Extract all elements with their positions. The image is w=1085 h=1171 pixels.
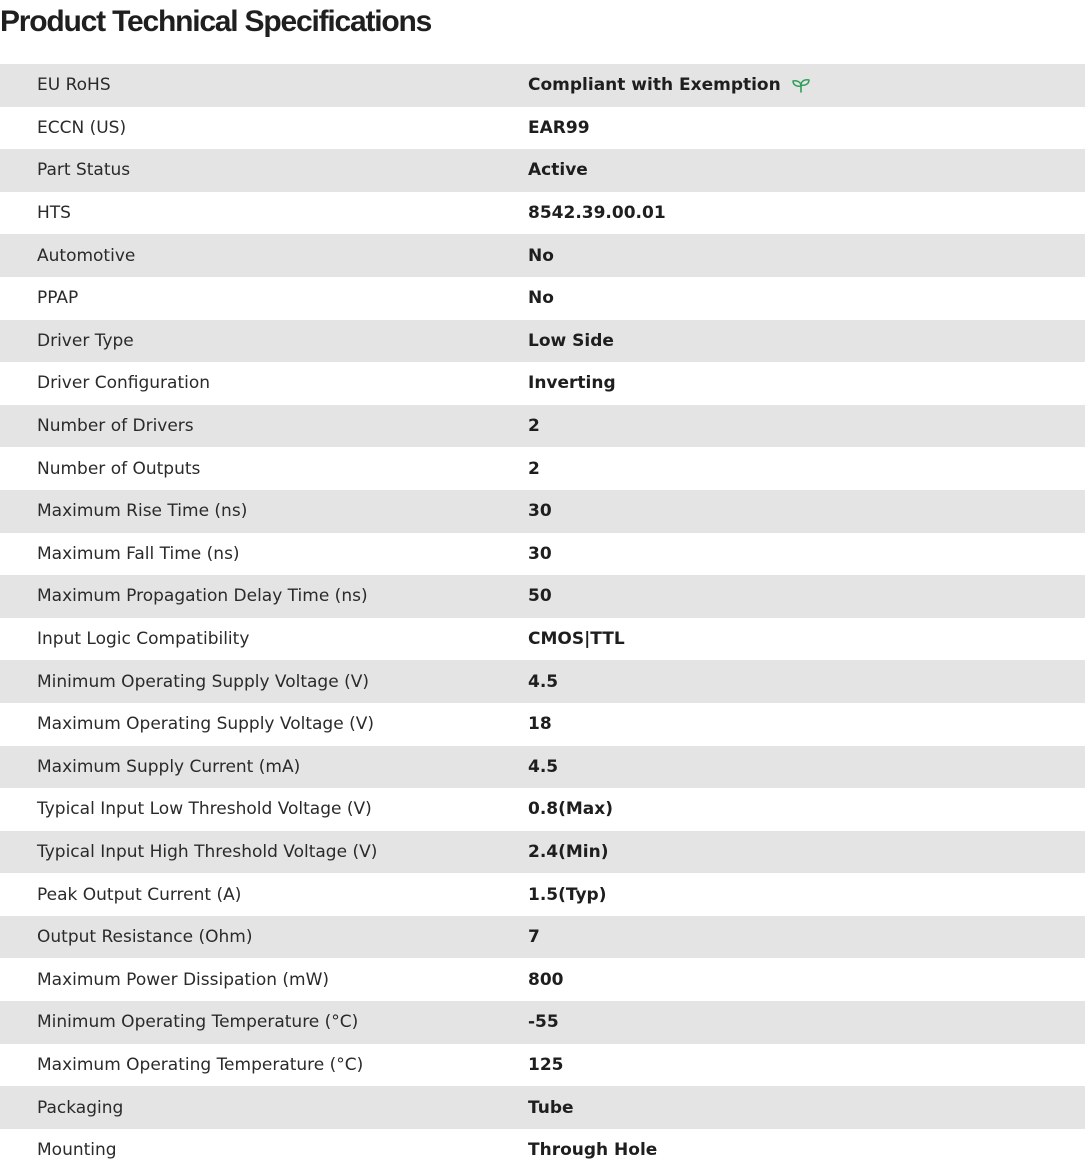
spec-row-min-operating-temp <box>0 1001 1085 1044</box>
spec-value: 2 <box>528 416 540 437</box>
spec-row-max-fall-time <box>0 533 1085 576</box>
spec-label: Number of Drivers <box>37 416 194 437</box>
spec-label: Typical Input Low Threshold Voltage (V) <box>37 799 372 820</box>
spec-row-max-power-dissipation <box>0 958 1085 1001</box>
spec-row-number-of-drivers <box>0 405 1085 448</box>
spec-value: 7 <box>528 927 540 948</box>
spec-value: Low Side <box>528 330 614 351</box>
spec-row-peak-output-current <box>0 873 1085 916</box>
spec-value: Compliant with Exemption <box>528 75 781 96</box>
spec-value: Inverting <box>528 373 616 394</box>
spec-label: HTS <box>37 203 71 224</box>
spec-row-driver-configuration <box>0 362 1085 405</box>
spec-label: Maximum Fall Time (ns) <box>37 543 240 564</box>
spec-row-input-low-threshold <box>0 788 1085 831</box>
spec-value: No <box>528 245 554 266</box>
spec-label: Driver Type <box>37 330 134 351</box>
spec-label: Part Status <box>37 160 131 181</box>
spec-value: 18 <box>528 714 552 735</box>
spec-value: 30 <box>528 501 552 522</box>
spec-row-input-high-threshold <box>0 831 1085 874</box>
spec-label: Peak Output Current (A) <box>37 884 242 905</box>
spec-label: Minimum Operating Temperature (°C) <box>37 1012 359 1033</box>
spec-value: 4.5 <box>528 671 559 692</box>
spec-label: Typical Input High Threshold Voltage (V) <box>37 841 378 862</box>
spec-label: Maximum Operating Supply Voltage (V) <box>37 714 374 735</box>
spec-label: Driver Configuration <box>37 373 211 394</box>
spec-value: -55 <box>528 1012 559 1033</box>
spec-value: 50 <box>528 586 552 607</box>
spec-value: 125 <box>528 1054 564 1075</box>
spec-label: Maximum Power Dissipation (mW) <box>37 969 330 990</box>
spec-row-max-supply-voltage <box>0 703 1085 746</box>
spec-row-packaging <box>0 1086 1085 1129</box>
spec-value: EAR99 <box>528 117 590 138</box>
spec-label: Packaging <box>37 1097 124 1118</box>
spec-label: Number of Outputs <box>37 458 201 479</box>
spec-table <box>0 64 1085 1171</box>
leaf-icon <box>791 77 811 93</box>
spec-row-output-resistance <box>0 916 1085 959</box>
spec-value: CMOS|TTL <box>528 629 625 650</box>
spec-label: EU RoHS <box>37 75 111 96</box>
spec-value: 8542.39.00.01 <box>528 203 666 224</box>
spec-value: 4.5 <box>528 756 559 777</box>
spec-row-part-status <box>0 149 1085 192</box>
spec-row-max-operating-temp <box>0 1044 1085 1087</box>
spec-label: Maximum Rise Time (ns) <box>37 501 248 522</box>
spec-row-mounting <box>0 1129 1085 1171</box>
spec-row-min-supply-voltage <box>0 660 1085 703</box>
spec-value: Through Hole <box>528 1140 658 1161</box>
spec-value: 1.5(Typ) <box>528 884 607 905</box>
spec-row-automotive <box>0 234 1085 277</box>
spec-value: 800 <box>528 969 564 990</box>
spec-label: Maximum Operating Temperature (°C) <box>37 1054 364 1075</box>
spec-value: Tube <box>528 1097 574 1118</box>
spec-row-hts <box>0 192 1085 235</box>
spec-label: Minimum Operating Supply Voltage (V) <box>37 671 369 692</box>
spec-row-max-supply-current <box>0 746 1085 789</box>
page-title: Product Technical Specifications <box>0 5 432 38</box>
spec-row-ppap <box>0 277 1085 320</box>
spec-label: PPAP <box>37 288 79 309</box>
spec-row-driver-type <box>0 320 1085 363</box>
spec-row-eu-rohs <box>0 64 1085 107</box>
spec-value: 2.4(Min) <box>528 841 609 862</box>
spec-value: Active <box>528 160 588 181</box>
spec-value: No <box>528 288 554 309</box>
spec-value-container <box>528 75 1085 95</box>
spec-value: 0.8(Max) <box>528 799 614 820</box>
spec-row-max-propagation-delay <box>0 575 1085 618</box>
spec-value: 30 <box>528 543 552 564</box>
spec-label: ECCN (US) <box>37 117 127 138</box>
spec-value: 2 <box>528 458 540 479</box>
spec-label: Output Resistance (Ohm) <box>37 927 253 948</box>
spec-label: Maximum Propagation Delay Time (ns) <box>37 586 368 607</box>
spec-label: Mounting <box>37 1140 117 1161</box>
spec-row-number-of-outputs <box>0 447 1085 490</box>
spec-row-eccn <box>0 107 1085 150</box>
spec-label: Automotive <box>37 245 136 266</box>
spec-row-input-logic <box>0 618 1085 661</box>
spec-label: Input Logic Compatibility <box>37 629 250 650</box>
spec-label: Maximum Supply Current (mA) <box>37 756 301 777</box>
spec-row-max-rise-time <box>0 490 1085 533</box>
